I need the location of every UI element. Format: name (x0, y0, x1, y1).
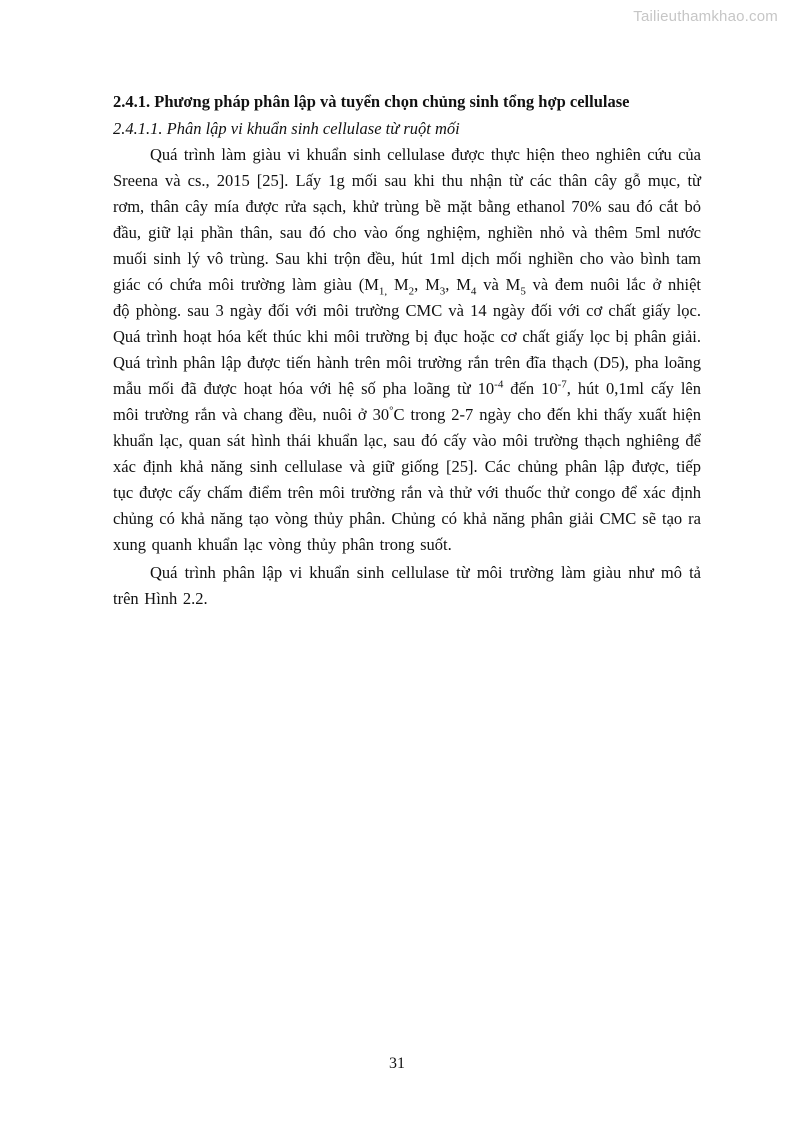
subsection-heading: 2.4.1.1. Phân lập vi khuẩn sinh cellulase từ ruột mối (113, 119, 460, 138)
section-heading: 2.4.1. Phương pháp phân lập và tuyển chọn chủng sinh tổng hợp cellulase (113, 92, 630, 111)
watermark-text: Tailieuthamkhao.com (633, 8, 778, 25)
page-number: 31 (389, 1055, 405, 1072)
paragraph-figure-reference: Quá trình phân lập vi khuẩn sinh cellulase từ môi trường làm giàu như mô tả trên Hình 2.2. (113, 563, 701, 608)
page-content (113, 88, 701, 612)
paragraph-isolation-method: Quá trình làm giàu vi khuẩn sinh cellulase được thực hiện theo nghiên cứu của Sreena và cs., 2015 [25]. Lấy 1g mối sau khi thu nhận từ các thân cây gỗ mục, từ rơm, thân cây mía được rửa sạch, khử trùng bề mặt bằng ethanol 70% sau đó cắt bỏ đầu, giữ lại phần thân, sau đó cho vào ống nghiệm, nghiền nhỏ và thêm 5ml nước muối sinh lý vô trùng. Sau khi trộn đều, hút 1ml dịch mối nghiền cho vào bình tam giác có chứa môi trường làm giàu ($M_{1,}$ $M_2$, $M_3$, $M_4$ và $M_5$ và đem nuôi lắc ở nhiệt độ phòng. sau 3 ngày đối với môi trường CMC và 14 ngày đối với cơ chất giấy lọc. Quá trình hoạt hóa kết thúc khi môi trường bị đục hoặc cơ chất giấy lọc bị phân giải. Quá trình phân lập được tiến hành trên môi trường rắn trên đĩa thạch (D5), pha loãng mẫu mối đã được hoạt hóa với hệ số pha loãng từ $10^{-4}$ đến $10^{-7}$, hút 0,1ml cấy lên môi trường rắn và chang đều, nuôi ở 30°C trong 2-7 ngày cho đến khi thấy xuất hiện khuẩn lạc, quan sát hình thái khuẩn lạc, sau đó cấy vào môi trường thạch nghiêng để xác định khả năng sinh cellulase và giữ giống [25]. Các chủng phân lập được, tiếp tục được cấy chấm điểm trên môi trường rắn và thử với thuốc thử congo để xác định chủng có khả năng tạo vòng thủy phân. Chủng có khả năng phân giải CMC sẽ tạo ra xung quanh khuẩn lạc vòng thủy phân trong suốt. (113, 145, 702, 554)
